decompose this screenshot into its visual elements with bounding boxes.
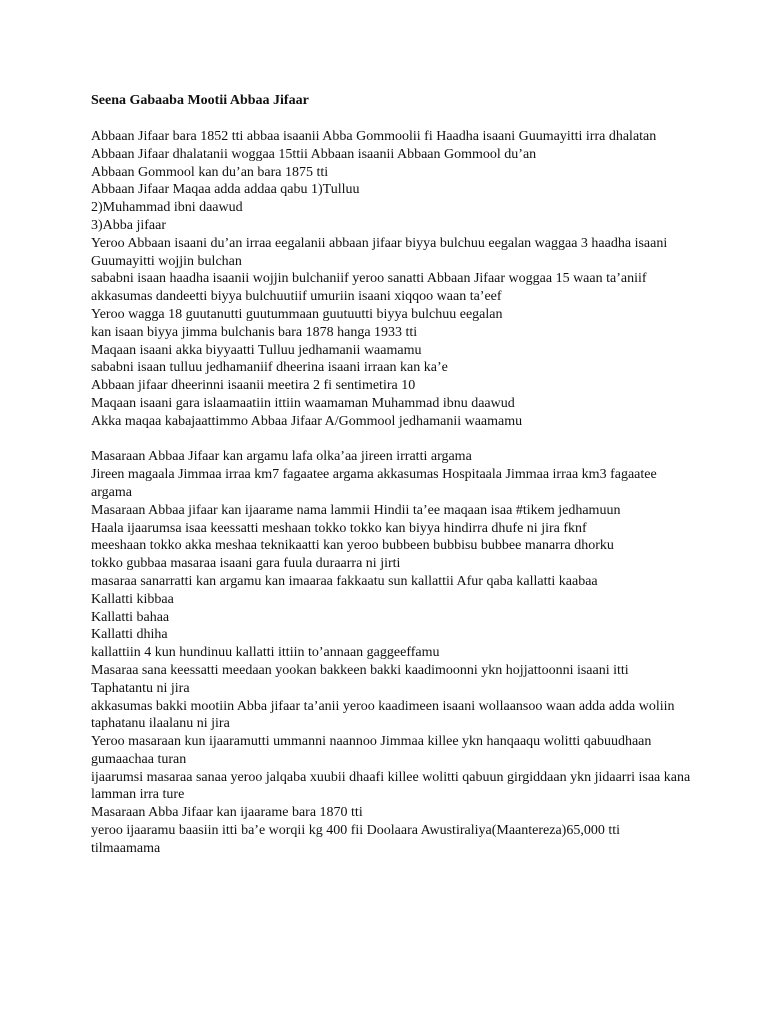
text-line: Yeroo masaraan kun ijaaramutti ummanni naannoo Jimmaa killee ykn hanqaaqu wolitti qabuudhaan gumaachaa turan [91,734,652,767]
text-line: kallattiin 4 kun hundinuu kallatti ittiin to’annaan gaggeeffamu [91,645,440,661]
text-line: Kallatti dhiha [91,627,168,643]
text-line: Masaraan Abbaa Jifaar kan argamu lafa olka’aa jireen irratti argama [91,449,472,465]
document-title: Seena Gabaaba Mootii Abbaa Jifaar [91,93,309,108]
document-body [91,92,691,858]
text-line: Abbaan Jifaar dhalatanii woggaa 15ttii Abbaan isaanii Abbaan Gommool du’an [91,146,537,162]
text-line: yeroo ijaaramu baasiin itti ba’e worqii kg 400 fii Doolaara Awustiraliya(Maantereza)65,000 tti tilmaamama [91,823,620,856]
text-line: Maqaan isaani akka biyyaatti Tulluu jedhamanii waamamu [91,342,422,358]
text-line: Kallatti kibbaa [91,591,174,607]
text-line: tokko gubbaa masaraa isaani gara fuula duraarra ni jirti [91,556,401,572]
text-line: meeshaan tokko akka meshaa teknikaatti kan yeroo bubbeen bubbisu bubbee manarra dhorku [91,538,614,554]
text-line: kan isaan biyya jimma bulchanis bara 1878 hanga 1933 tti [91,324,418,340]
text-line: ijaarumsi masaraa sanaa yeroo jalqaba xuubii dhaafi killee wolitti qabuun girgiddaan ykn jidaarri isaa kana lamman irra ture [91,769,691,803]
text-line: Masaraa sana keessatti meedaan yookan bakkeen bakki kaadimoonni ykn hojjattoonni isaani itti Taphatantu ni jira [91,662,629,696]
text-line: Maqaan isaani gara islaamaatiin ittiin waamaman Muhammad ibnu daawud [91,395,515,411]
text-line: Akka maqaa kabajaattimmo Abbaa Jifaar A/Gommool jedhamanii waamamu [91,413,523,429]
text-line: Masaraan Abba Jifaar kan ijaarame bara 1870 tti [91,805,363,821]
text-line: sababni isaan tulluu jedhamaniif dheerina isaani irraan kan ka’e [91,360,448,376]
text-line: sababni isaan haadha isaanii wojjin bulchaniif yeroo sanatti Abbaan Jifaar woggaa 15 waan ta’aniif akkasumas dandeetti biyya bulchuutiif umuriin isaani xiqqoo waan ta’eef [91,271,647,305]
text-line: Abbaan Gommool kan du’an bara 1875 tti [91,164,329,180]
text-line: 3)Abba jifaar [91,217,167,233]
text-line: Yeroo wagga 18 guutanutti guutummaan guutuutti biyya bulchuu eegalan [91,306,503,322]
text-line: Abbaan Jifaar bara 1852 tti abbaa isaanii Abba Gommoolii fi Haadha isaani Guumayitti irra dhalatan [91,129,657,144]
section-2 [91,448,691,857]
text-line: 2)Muhammad ibni daawud [91,200,243,216]
text-line: masaraa sanarratti kan argamu kan imaaraa fakkaatu sun kallattii Afur qaba kallatti kaabaa [91,573,598,589]
text-line: Abbaan Jifaar Maqaa adda addaa qabu 1)Tulluu [91,182,360,198]
text-line: Masaraan Abbaa jifaar kan ijaarame nama lammii Hindii ta’ee maqaan isaa #tikem jedhamuun [91,502,621,518]
text-line: akkasumas bakki mootiin Abba jifaar ta’anii yeroo kaadimeen isaani wollaansoo waan adda adda woliin taphatanu ilaalanu ni jira [91,698,675,732]
text-line: Abbaan jifaar dheerinni isaanii meetira 2 fi sentimetira 10 [91,378,416,394]
text-line: Kallatti bahaa [91,609,170,625]
text-line: Jireen magaala Jimmaa irraa km7 fagaatee argama akkasumas Hospitaala Jimmaa irraa km3 fagaatee argama [91,467,657,500]
section-1 [91,128,691,431]
text-line: Yeroo Abbaan isaani du’an irraa eegalanii abbaan jifaar biyya bulchuu eegalan waggaa 3 haadha isaani Guumayitti wojjin bulchan [91,235,668,269]
text-line: Haala ijaarumsa isaa keessatti meshaan tokko tokko kan biyya hindirra dhufe ni jira fknf [91,520,587,536]
